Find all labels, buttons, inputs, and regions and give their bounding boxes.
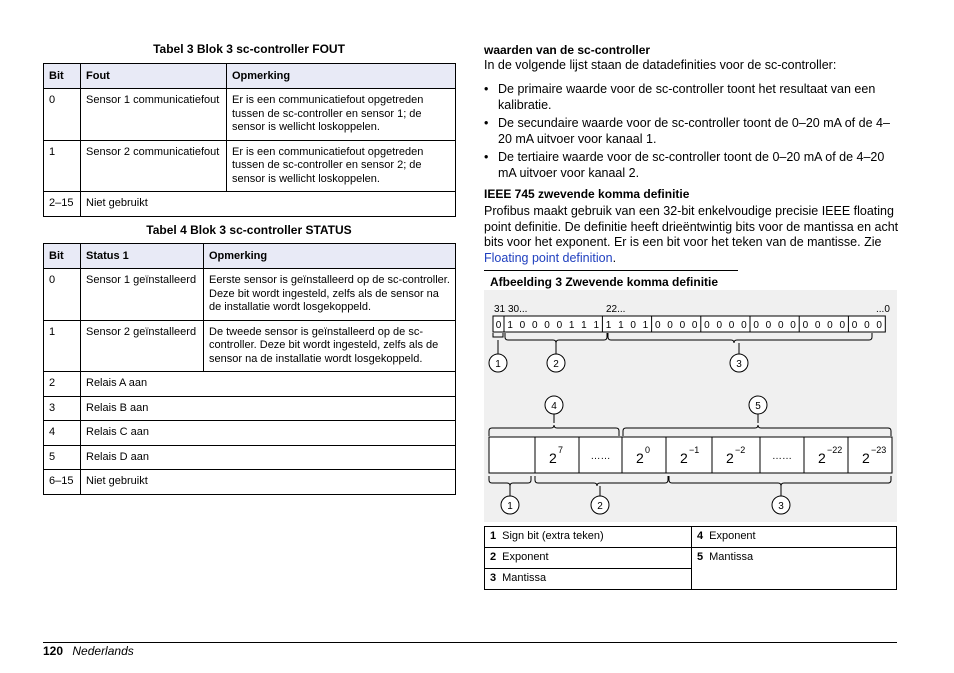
bit-value: 0 bbox=[777, 320, 784, 331]
bit-row bbox=[493, 316, 885, 332]
cell-status: Relais A aan bbox=[81, 372, 456, 397]
table4 bbox=[43, 243, 456, 495]
bit-value: 0 bbox=[556, 320, 563, 331]
bit-value: 0 bbox=[741, 320, 747, 331]
header-opmerking: Opmerking bbox=[204, 244, 456, 269]
callout-bottom-1: 1 bbox=[507, 501, 513, 512]
legend-label: Mantissa bbox=[709, 551, 754, 563]
bit-value: 0 bbox=[827, 320, 833, 331]
table-row bbox=[44, 140, 456, 192]
legend-item bbox=[485, 548, 692, 569]
section-heading-values: waarden van de sc-controller bbox=[484, 43, 651, 57]
figure-top-rule bbox=[484, 270, 738, 271]
callout-bottom-2: 2 bbox=[597, 501, 603, 512]
power-cell bbox=[804, 437, 848, 473]
bit-value: 1 bbox=[568, 320, 575, 331]
power-base: 2 bbox=[680, 450, 688, 466]
cell-bit: 2–15 bbox=[44, 192, 81, 217]
cell-bit: 0 bbox=[44, 269, 81, 321]
bit-value: 0 bbox=[704, 320, 710, 331]
table-row bbox=[44, 372, 456, 397]
bit-value: 0 bbox=[531, 320, 538, 331]
power-cell bbox=[622, 437, 666, 473]
ellipsis: …… bbox=[590, 451, 611, 462]
cell-status: Sensor 2 geïnstalleerd bbox=[81, 320, 204, 372]
bit-value: 0 bbox=[716, 320, 723, 331]
cell-opmerking: Er is een communicatiefout opgetreden tussen de sc-controller en sensor 1; de sensor is wellicht loskoppelen. bbox=[227, 89, 456, 141]
bit-label-30: 30... bbox=[508, 304, 528, 315]
power-cell bbox=[489, 437, 535, 473]
cell-bit: 1 bbox=[44, 140, 81, 192]
power-exponent: −23 bbox=[871, 445, 887, 455]
mid-brackets bbox=[489, 414, 891, 436]
cell-status: Niet gebruikt bbox=[81, 470, 456, 495]
legend-num: 5 bbox=[697, 551, 704, 563]
cell-opmerking: Eerste sensor is geïnstalleerd op de sc-controller. Deze bit wordt ingesteld, zelfs als de sensor na de installatie wordt losgekoppeld. bbox=[204, 269, 456, 321]
cell-opmerking: De tweede sensor is geïnstalleerd op de sc-controller. Deze bit wordt ingesteld, zelfs als de sensor na de installatie wordt losgekoppeld. bbox=[204, 320, 456, 372]
ieee-text: Profibus maakt gebruik van een 32-bit enkelvoudige precisie IEEE floating point definitie. De definitie heeft drieëntwintig bits voor de mantissa en acht bits voor het exponent. Er is een bit voor het teken van de mantisse. Zie bbox=[484, 204, 899, 249]
power-cell bbox=[666, 437, 712, 473]
bit-value: 1 bbox=[605, 320, 612, 331]
bit-value: 0 bbox=[679, 320, 686, 331]
table-row bbox=[44, 192, 456, 217]
definition-list bbox=[484, 82, 899, 184]
power-row bbox=[489, 437, 892, 473]
legend-label: Exponent bbox=[709, 530, 756, 542]
cell-bit: 6–15 bbox=[44, 470, 81, 495]
table3 bbox=[43, 63, 456, 217]
table-row bbox=[44, 445, 456, 470]
legend-row bbox=[485, 548, 897, 569]
cell-bit: 3 bbox=[44, 396, 81, 421]
bit-value: 0 bbox=[851, 320, 858, 331]
legend-label: Exponent bbox=[502, 551, 549, 563]
power-base: 2 bbox=[862, 450, 870, 466]
cell-opmerking: Er is een communicatiefout opgetreden tussen de sc-controller en sensor 2; de sensor is wellicht loskoppelen. bbox=[227, 140, 456, 192]
header-bit: Bit bbox=[44, 244, 81, 269]
callout-top-3: 3 bbox=[736, 359, 742, 370]
power-base: 2 bbox=[726, 450, 734, 466]
legend-num: 4 bbox=[697, 530, 704, 542]
header-opmerking: Opmerking bbox=[227, 64, 456, 89]
cell-fout: Niet gebruikt bbox=[81, 192, 456, 217]
legend-num: 1 bbox=[490, 530, 497, 542]
table-row bbox=[44, 320, 456, 372]
bit-value: 0 bbox=[544, 320, 550, 331]
table-row bbox=[44, 269, 456, 321]
bit-value: 1 bbox=[507, 320, 513, 331]
legend-num: 3 bbox=[490, 572, 497, 584]
table4-caption: Tabel 4 Blok 3 sc-controller STATUS bbox=[146, 223, 352, 237]
cell-status: Sensor 1 geïnstalleerd bbox=[81, 269, 204, 321]
bit-value: 0 bbox=[802, 320, 809, 331]
cell-fout: Sensor 1 communicatiefout bbox=[81, 89, 227, 141]
bit-value: 0 bbox=[630, 320, 636, 331]
legend-item bbox=[692, 548, 897, 590]
footer-language: Nederlands bbox=[72, 644, 134, 658]
figure-legend bbox=[484, 526, 897, 590]
list-item: • De primaire waarde voor de sc-controller toont het resultaat van een kalibratie. bbox=[484, 82, 899, 113]
bit-value: 0 bbox=[753, 320, 759, 331]
intro-text: In de volgende lijst staan de datadefinities voor de sc-controller: bbox=[484, 58, 837, 72]
bit-value: 0 bbox=[765, 320, 772, 331]
cell-bit: 2 bbox=[44, 372, 81, 397]
section-heading-ieee: IEEE 745 zwevende komma definitie bbox=[484, 187, 690, 201]
cell-bit: 0 bbox=[44, 89, 81, 141]
power-exponent: 0 bbox=[645, 445, 651, 455]
bit-value: 0 bbox=[864, 320, 870, 331]
table-header-row bbox=[44, 244, 456, 269]
bit-value: 0 bbox=[519, 320, 526, 331]
callouts-top bbox=[489, 354, 748, 372]
cell-status: Relais C aan bbox=[81, 421, 456, 446]
power-exponent: 7 bbox=[558, 445, 564, 455]
page-footer bbox=[43, 644, 134, 658]
power-cell bbox=[712, 437, 760, 473]
ieee-paragraph bbox=[484, 204, 899, 266]
power-base: 2 bbox=[549, 450, 557, 466]
bit-label-31: 31 bbox=[494, 304, 506, 315]
callout-top-2: 2 bbox=[553, 359, 559, 370]
power-cell bbox=[535, 437, 579, 473]
ellipsis: …… bbox=[772, 451, 792, 462]
figure-title: Afbeelding 3 Zwevende komma definitie bbox=[490, 275, 719, 289]
table-row bbox=[44, 421, 456, 446]
bit-value: 0 bbox=[495, 320, 502, 331]
list-item: • De tertiaire waarde voor de sc-controller toont de 0–20 mA of de 4–20 mA uitvoer voor kanaal 2. bbox=[484, 150, 899, 181]
page-number: 120 bbox=[43, 644, 64, 658]
header-bit: Bit bbox=[44, 64, 81, 89]
bit-value: 0 bbox=[691, 320, 698, 331]
cell-status: Relais D aan bbox=[81, 445, 456, 470]
power-exponent: −22 bbox=[827, 445, 843, 455]
bit-value: 0 bbox=[790, 320, 796, 331]
table3-caption: Tabel 3 Blok 3 sc-controller FOUT bbox=[153, 42, 345, 56]
bit-value: 1 bbox=[642, 320, 649, 331]
callout-mid-4: 4 bbox=[551, 401, 557, 412]
cell-bit: 4 bbox=[44, 421, 81, 446]
legend-item bbox=[485, 569, 692, 590]
bit-value: 0 bbox=[839, 320, 846, 331]
cell-status: Relais B aan bbox=[81, 396, 456, 421]
callout-top-1: 1 bbox=[495, 359, 501, 370]
list-item: • De secundaire waarde voor de sc-controller toont de 0–20 mA of de 4–20 mA uitvoer voor kanaal 1. bbox=[484, 116, 899, 147]
callouts-bottom bbox=[501, 496, 790, 514]
legend-num: 2 bbox=[490, 551, 497, 563]
table-header-row bbox=[44, 64, 456, 89]
bit-value: 0 bbox=[814, 320, 821, 331]
bit-value: 0 bbox=[654, 320, 661, 331]
callout-bottom-3: 3 bbox=[778, 501, 784, 512]
power-cell bbox=[848, 437, 892, 473]
top-brackets bbox=[493, 333, 872, 354]
power-base: 2 bbox=[636, 450, 644, 466]
bit-value: 0 bbox=[876, 320, 882, 331]
link-end: . bbox=[612, 250, 617, 265]
footer-rule bbox=[43, 642, 897, 643]
header-fout: Fout bbox=[81, 64, 227, 89]
bit-value: 0 bbox=[728, 320, 735, 331]
legend-item bbox=[692, 527, 897, 548]
header-status: Status 1 bbox=[81, 244, 204, 269]
table-row bbox=[44, 89, 456, 141]
bit-value: 1 bbox=[581, 320, 587, 331]
power-base: 2 bbox=[818, 450, 826, 466]
cell-fout: Sensor 2 communicatiefout bbox=[81, 140, 227, 192]
floating-point-link[interactable]: Floating point definition bbox=[484, 250, 613, 265]
legend-label: Sign bit (extra teken) bbox=[502, 530, 604, 542]
bit-value: 1 bbox=[618, 320, 624, 331]
bottom-brackets bbox=[489, 476, 891, 496]
callouts-mid bbox=[545, 396, 767, 414]
float-diagram bbox=[484, 290, 897, 522]
legend-row bbox=[485, 527, 897, 548]
bit-label-22: 22... bbox=[606, 304, 626, 315]
bit-value: 1 bbox=[593, 320, 600, 331]
cell-bit: 5 bbox=[44, 445, 81, 470]
callout-mid-5: 5 bbox=[755, 401, 761, 412]
power-exponent: −2 bbox=[735, 445, 746, 455]
legend-label: Mantissa bbox=[502, 572, 547, 584]
bit-label-0: ...0 bbox=[876, 304, 890, 315]
table-row bbox=[44, 396, 456, 421]
cell-bit: 1 bbox=[44, 320, 81, 372]
power-exponent: −1 bbox=[689, 445, 700, 455]
legend-item bbox=[485, 527, 692, 548]
table-row bbox=[44, 470, 456, 495]
bit-value: 0 bbox=[667, 320, 673, 331]
